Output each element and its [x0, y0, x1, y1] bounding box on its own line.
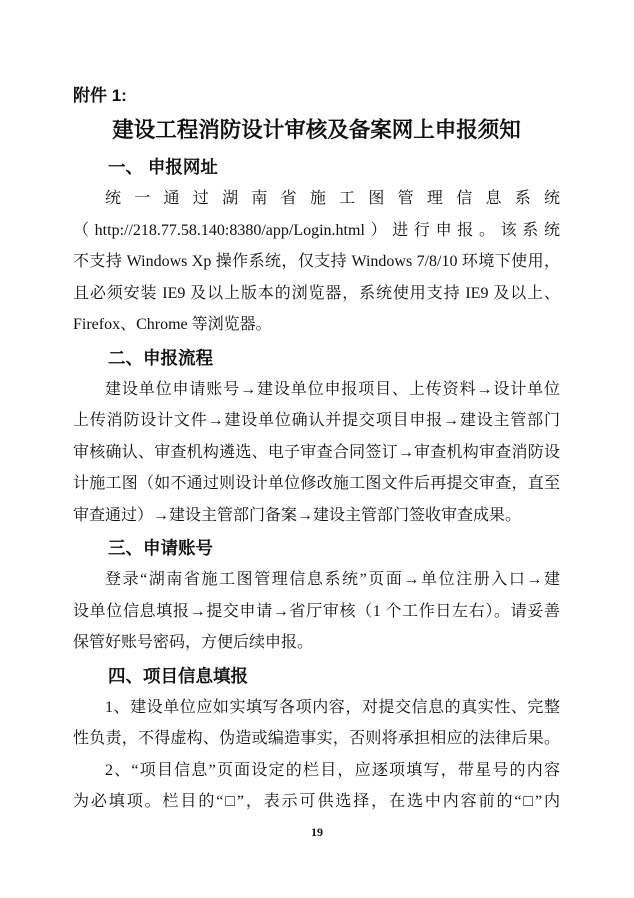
text-line: 计施工图（如不通过则设计单位修改施工图文件后再提交审查，直至: [73, 475, 560, 492]
text-line: 2、“项目信息”页面设定的栏目，应逐项填写，带星号的内容: [105, 761, 560, 779]
page-number: 19: [311, 825, 323, 839]
text-line: 统一通过湖南省施工图管理信息系统: [105, 190, 560, 207]
page-title: 建设工程消防设计审核及备案网上申报须知: [112, 118, 521, 142]
section-heading-4: 四、项目信息填报: [108, 665, 248, 686]
text-line: 且必须安装 IE9 及以上版本的浏览器，系统使用支持 IE9 及以上、: [73, 284, 560, 302]
text-line: 性负责，不得虚构、伪造或编造事实，否则将承担相应的法律后果。: [73, 730, 560, 747]
text-line: 1、建设单位应如实填写各项内容，对提交信息的真实性、完整: [105, 698, 560, 716]
text-line: 登录“湖南省施工图管理信息系统”页面→单位注册入口→建: [105, 571, 560, 588]
text-line: Firefox、Chrome 等浏览器。: [73, 316, 272, 333]
text-line: 审核确认、审查机构遴选、电子审查合同签订→审查机构审查消防设: [73, 443, 560, 461]
text-line: 为必填项。栏目的“□”，表示可供选择，在选中内容前的“□”内: [73, 793, 560, 810]
text-line: 上传消防设计文件→建设单位确认并提交项目申报→建设主管部门: [73, 412, 560, 429]
attachment-label: 附件 1:: [73, 86, 127, 105]
text-line: 审查通过）→建设主管部门备案→建设主管部门签收审查成果。: [73, 506, 522, 524]
text-line: 建设单位申请账号→建设单位申报项目、上传资料→设计单位: [105, 380, 560, 398]
section-heading-1: 一、 申报网址: [108, 157, 218, 177]
text-line: 保管好账号密码，方便后续申报。: [73, 634, 314, 651]
text-line: 不支持 Windows Xp 操作系统，仅支持 Windows 7/8/10 环境下使用，: [73, 253, 560, 270]
text-line: （http://218.77.58.140:8380/app/Login.html）进行申报。该系统: [73, 221, 560, 239]
section-heading-3: 三、申请账号: [108, 538, 213, 558]
text-line: 设单位信息填报→提交申请→省厅审核（1 个工作日左右）。请妥善: [73, 602, 560, 620]
section-heading-2: 二、申报流程: [108, 347, 213, 368]
